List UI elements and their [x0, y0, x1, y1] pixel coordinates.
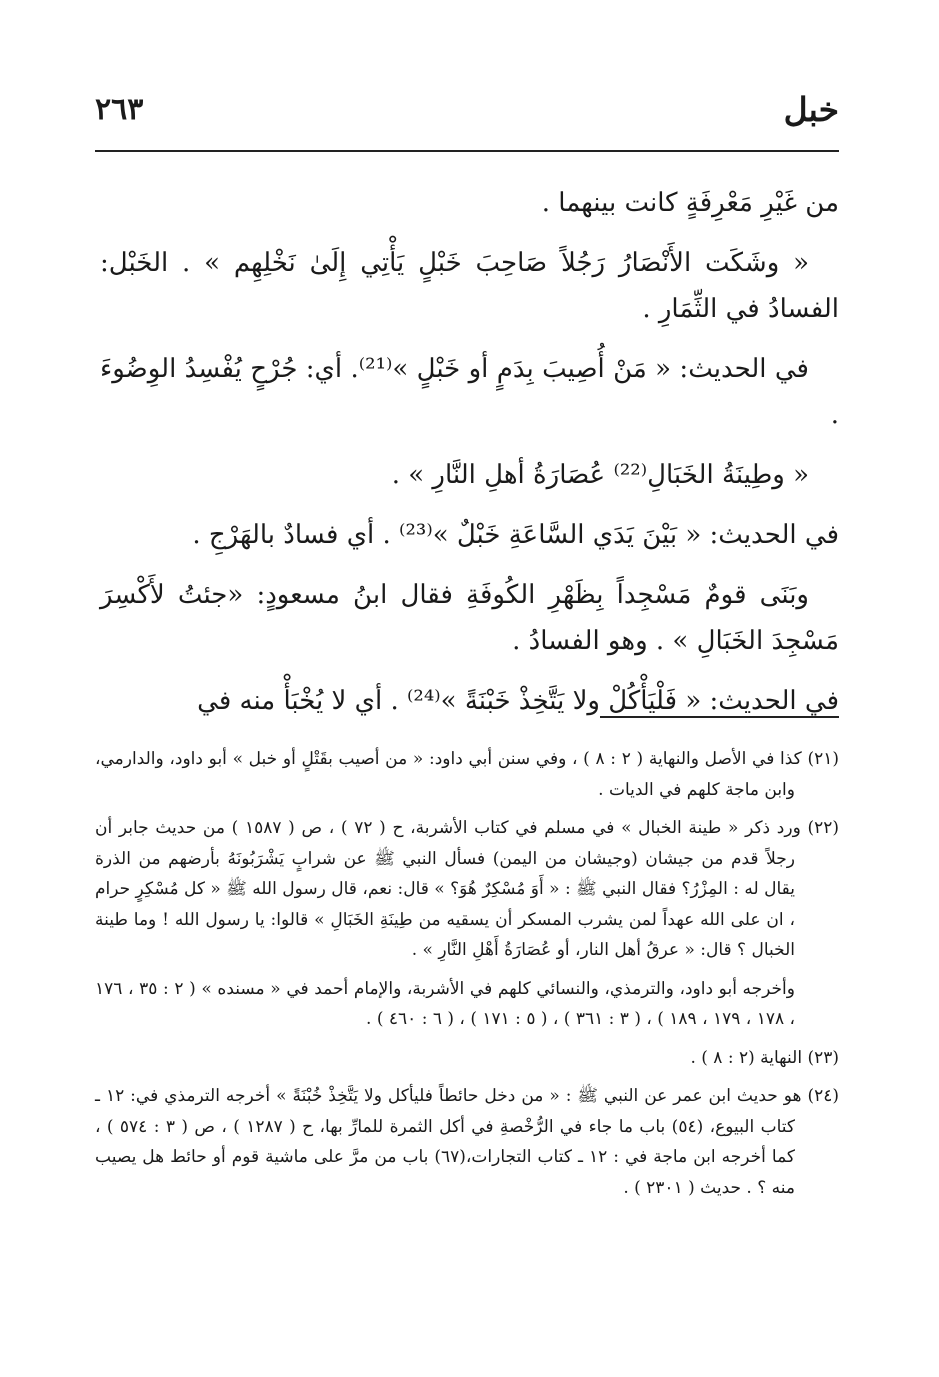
footnote-21: (٢١) كذا في الأصل والنهاية ( ٢ : ٨ ) ، وفي سنن أبي داود: « من أصيب بقَتْلٍ أو خبل » أبو داود، والدارمي، وابن ماجة كلهم في الديات .	[95, 749, 839, 800]
paragraph: في الحديث: « مَنْ أُصِيبَ بِدَمٍ أو خَبْلٍ »⁽²¹⁾. أي: جُرْحٍ يُفْسِدُ الوِضُوءَ .	[100, 354, 839, 430]
footnote-separator	[600, 716, 839, 718]
header-rule	[95, 150, 839, 152]
paragraph: في الحديث: « فَلْيَأْكُلْ ولا يَتَّخِذْ خَبْنَةً »⁽²⁴⁾ . أي لا يُخْبَأْ منه في	[197, 686, 839, 716]
paragraph: « وشَكَت الأَنْصَارُ رَجُلاً صَاحِبَ خَبْلٍ يَأْتِي إِلَىٰ نَخْلِهِم » . الخَبْل: الفسادُ في الثِّمَارِ .	[100, 248, 839, 324]
footnote-22: (٢٢) ورد ذكر « طينة الخبال » في مسلم في كتاب الأشربة، ح ( ٧٢ ) ، ص ( ١٥٨٧ ) من حديث جابر أن رجلاً قدم من جيشان (وجيشان من اليمن) فسأل النبي ﷺ عن شرابٍ يَشْرَبُونَهُ بأرضهم من الذرة يقال له : المِزْرُ؟ فقال النبي ﷺ : « أَوَ مُسْكِرٌ هُوَ؟ » قال: نعم، قال رسول الله ﷺ « كل مُسْكِرٍ حرام ، ان على الله عهداً لمن يشرب المسكر أن يسقيه من طِينَةِ الخَبَالِ » قالوا: يا رسول الله ! وما طينة الخبال ؟ قال: « عرقُ أهل النار، أو عُصَارَةُ أَهْلِ النَّارِ » .	[95, 818, 840, 960]
page-header	[95, 90, 839, 130]
paragraph: في الحديث: « بَيْنَ يَدَي السَّاعَةِ خَبْلٌ »⁽²³⁾ . أي فسادٌ بالهَرْجِ .	[192, 520, 839, 550]
page-number: ٢٦٣	[95, 92, 144, 127]
paragraph: « وطِينَةُ الخَبَالِ⁽²²⁾ عُصَارَةُ أهلِ النَّارِ » .	[391, 460, 809, 490]
paragraph: وبَنَى قومٌ مَسْجِداً بِظَهْرِ الكُوفَةِ فقال ابنُ مسعودٍ: «جئتُ لأَكْسِرَ مَسْجِدَ الخَبَالِ » . وهو الفسادُ .	[100, 580, 839, 656]
paragraph: من غَيْرِ مَعْرِفَةٍ كانت بينهما .	[541, 188, 839, 218]
main-text	[100, 180, 839, 738]
footnote-23: (٢٣) النهاية (٢ : ٨ ) .	[690, 1047, 839, 1068]
footnotes	[95, 744, 839, 1211]
footnote-22-continuation: وأخرجه أبو داود، والترمذي، والنسائي كلهم في الأشربة، والإمام أحمد في « مسنده » ( ٢ : ٣٥ ، ١٧٦ ، ١٧٨ ، ١٧٩ ، ١٨٩ ) ، ( ٣ : ٣٦١ ) ، ( ٥ : ١٧١ ) ، ( ٦ : ٤٦٠ ) .	[95, 978, 795, 1029]
running-headword: خبل	[783, 90, 839, 129]
footnote-24: (٢٤) هو حديث ابن عمر عن النبي ﷺ : « من دخل حائطاً فليأكل ولا يَتَّخِذْ خُبْنَةً » أخرجه الترمذي في: ١٢ ـ كتاب البيوع، (٥٤) باب ما جاء في الرُّخْصةِ في أكل الثمرة للمارِّ بها، ح ( ١٢٨٧ ) ، ص ( ٣ : ٥٧٤ ) ، كما أخرجه ابن ماجة في : ١٢ ـ كتاب التجارات،(٦٧) باب من مرَّ على ماشية قوم أو حائط هل يصيب منه ؟ . حديث ( ٢٣٠١ ) .	[95, 1086, 839, 1198]
